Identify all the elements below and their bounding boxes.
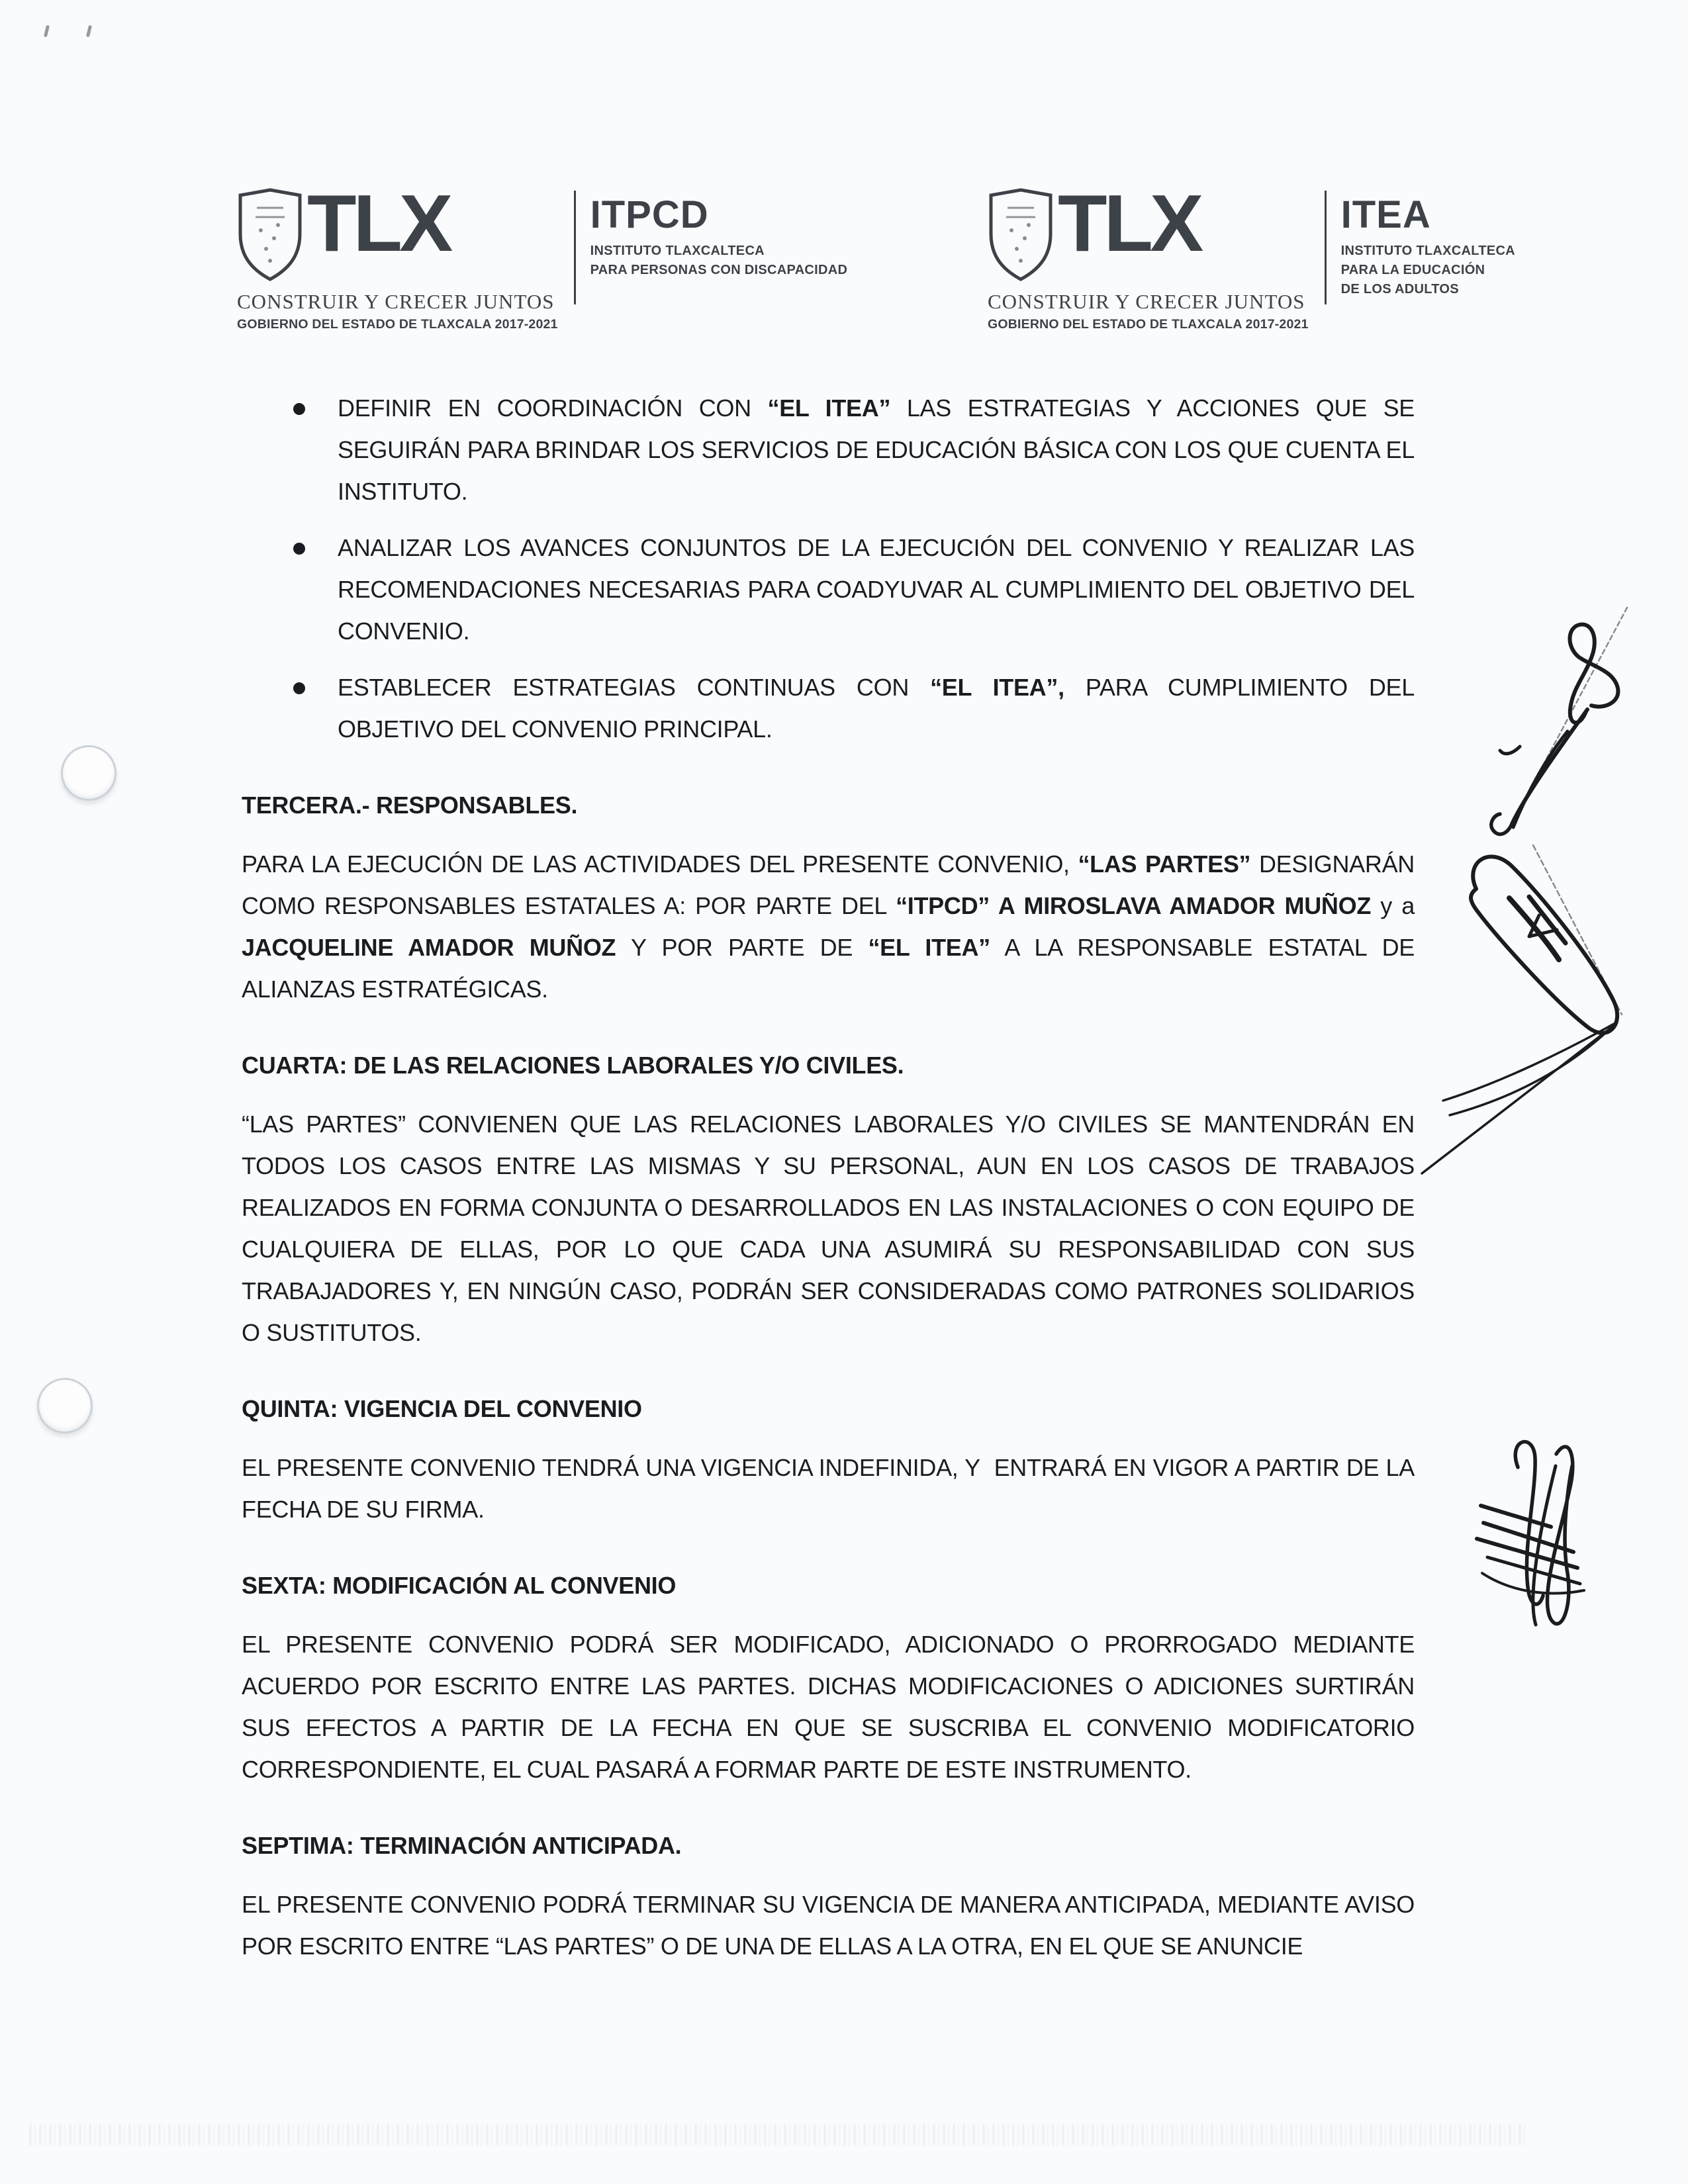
itea-line: DE LOS ADULTOS (1340, 282, 1459, 296)
clause-septima (242, 1825, 1415, 1967)
clause-paragraph: EL PRESENTE CONVENIO TENDRÁ UNA VIGENCIA INDEFINIDA, Y ENTRARÁ EN VIGOR A PARTIR DE LA FECHA DE SU FIRMA. (242, 1454, 1415, 1523)
bullet-text: DEFINIR EN COORDINACIÓN CON “EL ITEA” LAS ESTRATEGIAS Y ACCIONES QUE SE SEGUIRÁN PARA BRINDAR LOS SERVICIOS DE EDUCACIÓN BÁSICA CON LOS QUE CUENTA EL INSTITUTO. (338, 394, 1415, 505)
logo-divider (574, 191, 576, 304)
bullet-text: ANALIZAR LOS AVANCES CONJUNTOS DE LA EJECUCIÓN DEL CONVENIO Y REALIZAR LAS RECOMENDACIONES NECESARIAS PARA COADYUVAR AL CUMPLIMIENTO DEL OBJETIVO DEL CONVENIO. (338, 534, 1415, 645)
tlx-brand-block (988, 178, 1309, 332)
signature-scribble-top (1456, 596, 1655, 854)
logo-divider (1325, 191, 1327, 304)
clause-heading: QUINTA: VIGENCIA DEL CONVENIO (242, 1395, 642, 1422)
bullet-text: ESTABLECER ESTRATEGIAS CONTINUAS CON “EL ITEA”, PARA CUMPLIMIENTO DEL OBJETIVO DEL CONVENIO PRINCIPAL. (338, 674, 1415, 743)
tlx-tagline: CONSTRUIR Y CRECER JUNTOS (237, 290, 555, 313)
clause-paragraph: EL PRESENTE CONVENIO PODRÁ SER MODIFICADO, ADICIONADO O PRORROGADO MEDIANTE ACUERDO POR ESCRITO ENTRE LAS PARTES. DICHAS MODIFICACIONES O ADICIONES SURTIRÁN SUS EFECTOS A PARTIR DE LA FECHA EN QUE SE SUSCRIBA EL CONVENIO MODIFICATORIO CORRESPONDIENTE, EL CUAL PASARÁ A FORMAR PARTE DE ESTE INSTRUMENTO. (242, 1631, 1415, 1783)
tlx-government-line: GOBIERNO DEL ESTADO DE TLAXCALA 2017-2021 (237, 317, 558, 332)
itpcd-acronym: ITPCD (590, 193, 709, 236)
tlaxcala-shield-icon (237, 187, 303, 283)
bullet-dot-icon (293, 403, 305, 415)
clause-heading: CUARTA: DE LAS RELACIONES LABORALES Y/O CIVILES. (242, 1052, 904, 1079)
hole-punch-mark (37, 1378, 93, 1433)
logo-tlx-itea (988, 178, 1515, 332)
clause-sexta (242, 1565, 1415, 1790)
itea-acronym: ITEA (1340, 193, 1431, 236)
signature-scribble-bottom (1473, 1426, 1599, 1645)
itpcd-line: PARA PERSONAS CON DISCAPACIDAD (590, 263, 848, 277)
scan-noise-strip (30, 2124, 1526, 2146)
bullet-dot-icon (293, 543, 305, 555)
tlx-brand-block (237, 178, 558, 332)
clause-heading: TERCERA.- RESPONSABLES. (242, 792, 578, 819)
scan-speck (44, 25, 50, 38)
tlx-tagline: CONSTRUIR Y CRECER JUNTOS (988, 290, 1305, 313)
clause-heading: SEXTA: MODIFICACIÓN AL CONVENIO (242, 1572, 677, 1599)
hole-punch-mark (61, 745, 117, 801)
tlx-wordmark: TLX (1058, 178, 1201, 268)
clause-cuarta (242, 1044, 1415, 1353)
tlx-wordmark: TLX (307, 178, 450, 268)
bullet-item (242, 527, 1415, 652)
scan-speck (86, 25, 92, 38)
clause-paragraph: “LAS PARTES” CONVIENEN QUE LAS RELACIONES LABORALES Y/O CIVILES SE MANTENDRÁN EN TODOS LOS CASOS ENTRE LAS MISMAS Y SU PERSONAL, AUN EN LOS CASOS DE TRABAJOS REALIZADOS EN FORMA CONJUNTA O DESARROLLADOS EN LAS INSTALACIONES O CON EQUIPO DE CUALQUIERA DE ELLAS, POR LO QUE CADA UNA ASUMIRÁ SU RESPONSABILIDAD CON SUS TRABAJADORES Y, EN NINGÚN CASO, PODRÁN SER CONSIDERADAS COMO PATRONES SOLIDARIOS O SUSTITUTOS. (242, 1111, 1415, 1346)
document-body (242, 387, 1415, 1967)
tlx-government-line: GOBIERNO DEL ESTADO DE TLAXCALA 2017-2021 (988, 317, 1309, 332)
itea-block (1341, 187, 1515, 298)
tlaxcala-shield-icon (988, 187, 1054, 283)
bullet-item (242, 666, 1415, 750)
bullet-item (242, 387, 1415, 512)
itpcd-block (590, 187, 848, 279)
logo-tlx-itpcd (237, 178, 848, 332)
itea-line: INSTITUTO TLAXCALTECA (1340, 244, 1515, 258)
itpcd-line: INSTITUTO TLAXCALTECA (590, 244, 765, 258)
clause-heading: SEPTIMA: TERMINACIÓN ANTICIPADA. (242, 1832, 682, 1859)
itea-line: PARA LA EDUCACIÓN (1340, 263, 1485, 277)
clause-tercera (242, 784, 1415, 1010)
clause-paragraph: EL PRESENTE CONVENIO PODRÁ TERMINAR SU VIGENCIA DE MANERA ANTICIPADA, MEDIANTE AVISO POR ESCRITO ENTRE “LAS PARTES” O DE UNA DE ELLAS A LA OTRA, EN EL QUE SE ANUNCIE (242, 1891, 1415, 1960)
signature-scribble-middle (1403, 837, 1642, 1181)
clause-quinta (242, 1388, 1415, 1530)
bullet-dot-icon (293, 682, 305, 694)
bullet-list (242, 387, 1415, 750)
clause-paragraph: PARA LA EJECUCIÓN DE LAS ACTIVIDADES DEL PRESENTE CONVENIO, “LAS PARTES” DESIGNARÁN COMO RESPONSABLES ESTATALES A: POR PARTE DEL “ITPCD” A MIROSLAVA AMADOR MUÑOZ y a JACQUELINE AMADOR MUÑOZ Y POR PARTE DE “EL ITEA” A LA RESPONSABLE ESTATAL DE ALIANZAS ESTRATÉGICAS. (242, 850, 1415, 1003)
